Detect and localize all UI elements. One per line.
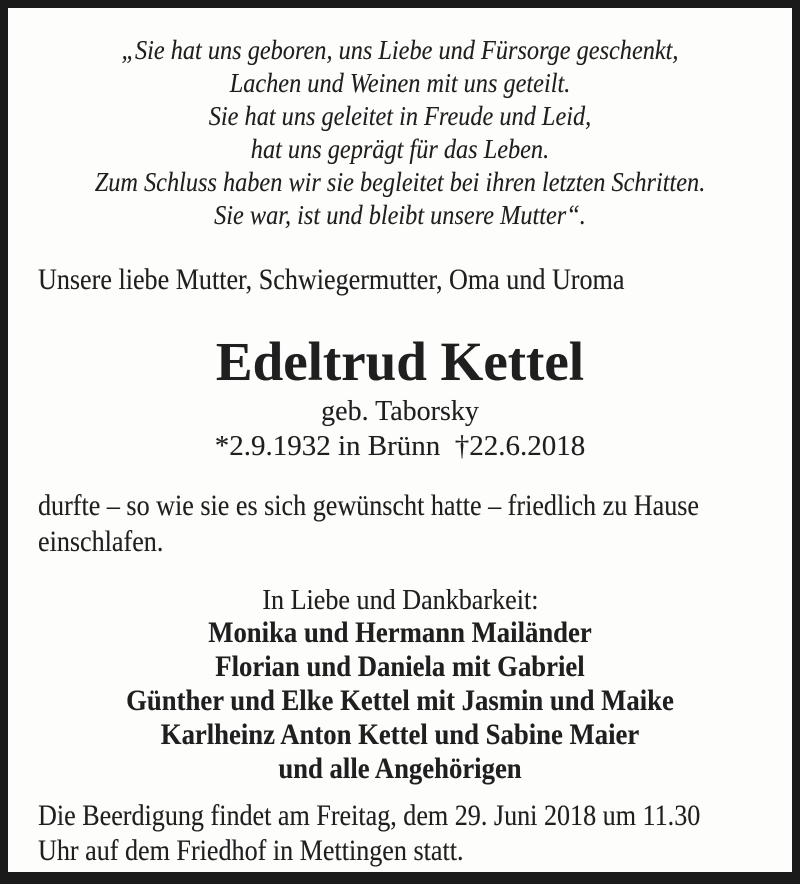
tribute-name: Günther und Elke Kettel mit Jasmin und Maike — [126, 684, 674, 717]
tribute-name: Monika und Hermann Mailänder — [208, 616, 592, 649]
continuation-line: durfte – so wie sie es sich gewünscht hatte – friedlich zu Hause — [38, 489, 700, 522]
tribute-name: Karlheinz Anton Kettel und Sabine Maier — [160, 718, 640, 751]
tribute-heading-text: In Liebe und Dankbarkeit: — [261, 584, 539, 616]
tribute-name: und alle Angehörigen — [278, 752, 522, 785]
quote-line: hat uns geprägt für das Leben. — [250, 134, 550, 164]
obituary-content — [8, 8, 792, 868]
quote-line: Sie hat uns geleitet in Freude und Leid, — [208, 101, 592, 131]
life-dates: *2.9.1932 in Brünn †22.6.2018 — [214, 430, 586, 462]
quote-line: Sie war, ist und bleibt unsere Mutter“. — [214, 200, 586, 230]
deceased-name: Edeltrud Kettel — [215, 331, 585, 392]
continuation-line: einschlafen. — [38, 525, 164, 558]
quote-line: Lachen und Weinen mit uns geteilt. — [229, 68, 571, 98]
memorial-quote — [38, 34, 762, 232]
tribute-heading — [38, 584, 762, 616]
quote-line: „Sie hat uns geboren, uns Liebe und Fürsorge geschenkt, — [121, 35, 679, 65]
salutation-line: Unsere liebe Mutter, Schwiegermutter, Oma und Uroma — [38, 263, 625, 296]
funeral-line: Uhr auf dem Friedhof in Mettingen statt. — [38, 834, 464, 867]
continuation-paragraph — [38, 488, 762, 560]
funeral-line: Die Beerdigung findet am Freitag, dem 29. Juni 2018 um 11.30 — [38, 799, 701, 832]
funeral-info — [38, 798, 762, 868]
quote-line: Zum Schluss haben wir sie begleitet bei ihren letzten Schritten. — [94, 167, 706, 197]
tribute-name: Florian und Daniela mit Gabriel — [215, 650, 585, 683]
tribute-names-list — [38, 616, 762, 786]
maiden-name: geb. Taborsky — [321, 396, 479, 427]
